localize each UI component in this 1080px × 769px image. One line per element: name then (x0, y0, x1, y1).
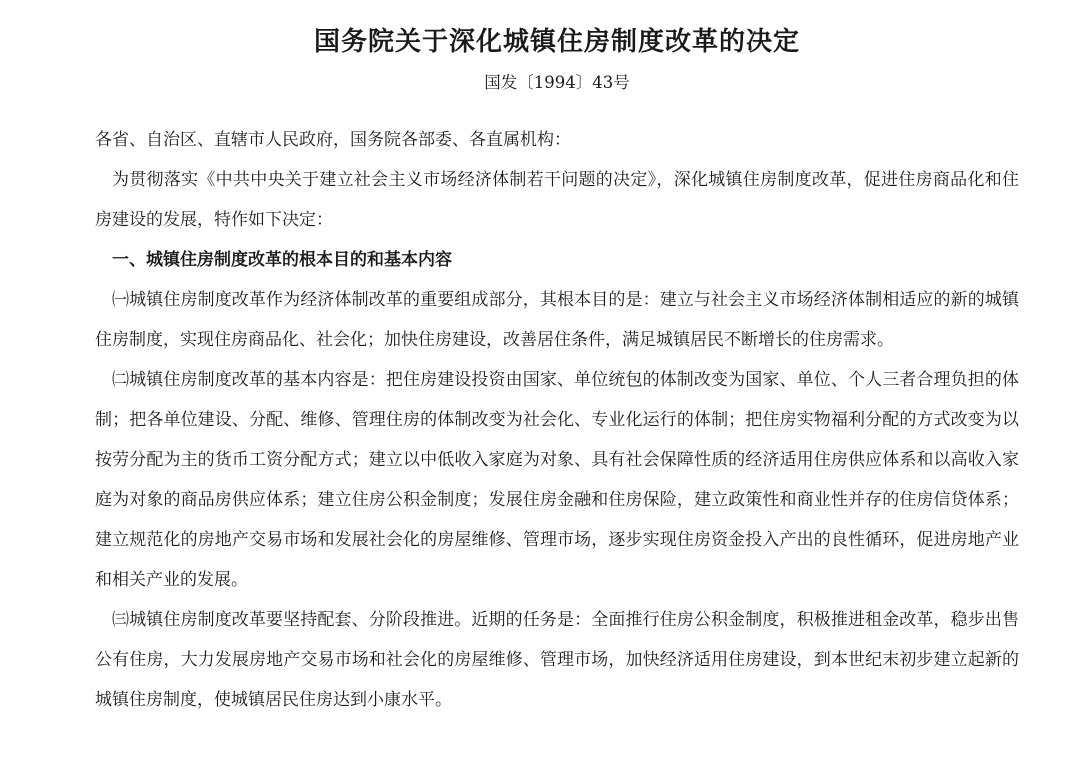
preamble-paragraph: 为贯彻落实《中共中央关于建立社会主义市场经济体制若干问题的决定》，深化城镇住房制度改革，促进住房商品化和住房建设的发展，特作如下决定： (95, 170, 1019, 230)
spacer (95, 100, 1019, 120)
document-title: 国务院关于深化城镇住房制度改革的决定 (313, 27, 800, 57)
body-paragraph-2: ㈡城镇住房制度改革的基本内容是：把住房建设投资由国家、单位统包的体制改变为国家、单位、个人三者合理负担的体制；把各单位建设、分配、维修、管理住房的体制改变为社会化、专业化运行的体制；把住房实物福利分配的方式改变为以按劳分配为主的货币工资分配方式；建立以中低收入家庭为对象、具有社会保障性质的经济适用住房供应体系和以高收入家庭为对象的商品房供应体系；建立住房公积金制度；发展住房金融和住房保险，建立政策性和商业性并存的住房信贷体系；建立规范化的房地产交易市场和发展社会化的房屋维修、管理市场，逐步实现住房资金投入产出的良性循环，促进房地产业和相关产业的发展。 (95, 370, 1019, 590)
section-heading: 一、城镇住房制度改革的根本目的和基本内容 (112, 250, 452, 270)
body-paragraph-1: ㈠城镇住房制度改革作为经济体制改革的重要组成部分，其根本目的是：建立与社会主义市场经济体制相适应的新的城镇住房制度，实现住房商品化、社会化；加快住房建设，改善居住条件，满足城镇居民不断增长的住房需求。 (95, 290, 1019, 350)
document-page (95, 18, 1019, 720)
salutation: 各省、自治区、直辖市人民政府，国务院各部委、各直属机构： (95, 130, 571, 150)
document-number: 国发〔1994〕43号 (484, 73, 630, 92)
body-paragraph-3: ㈢城镇住房制度改革要坚持配套、分阶段推进。近期的任务是：全面推行住房公积金制度，积极推进租金改革，稳步出售公有住房，大力发展房地产交易市场和社会化的房屋维修、管理市场，加快经济适用住房建设，到本世纪末初步建立起新的城镇住房制度，使城镇居民住房达到小康水平。 (95, 610, 1019, 710)
